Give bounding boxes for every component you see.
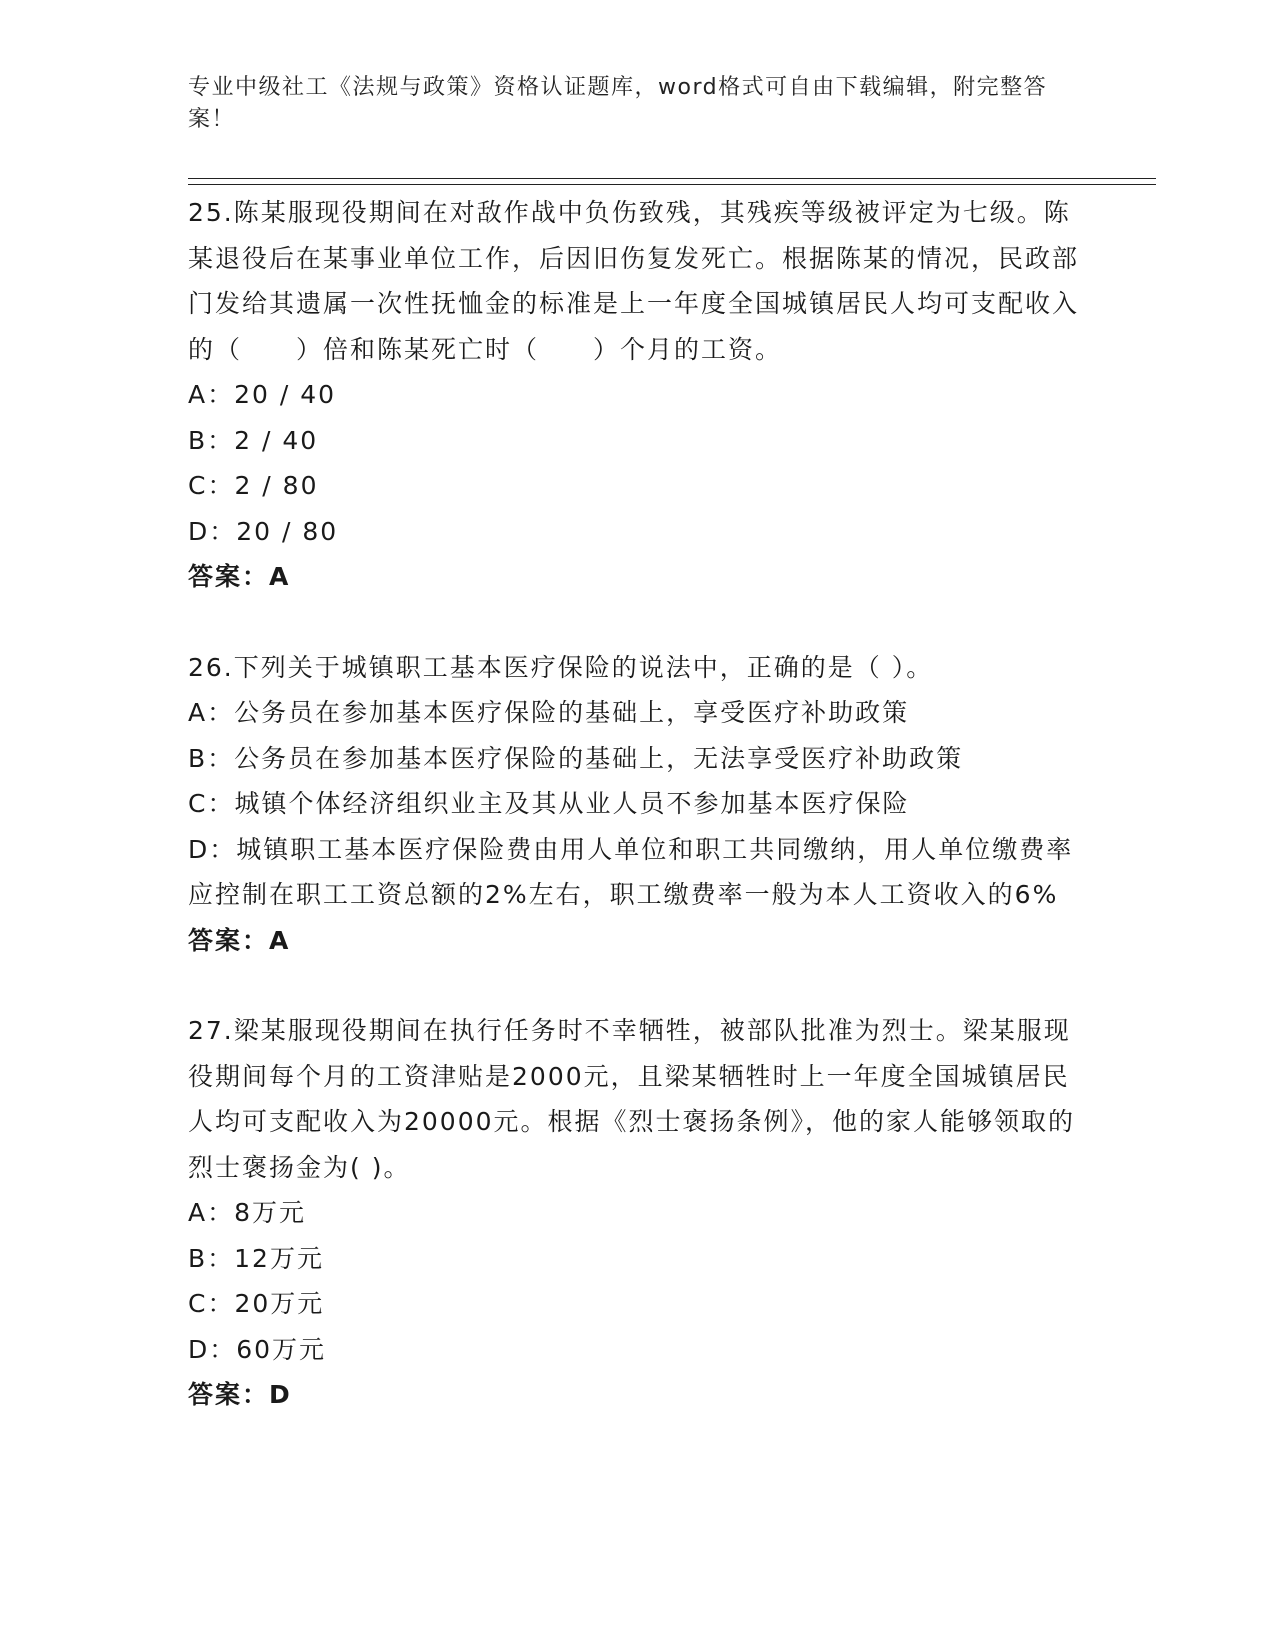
option-b: B：公务员在参加基本医疗保险的基础上，无法享受医疗补助政策 <box>188 743 964 773</box>
option-c: C：20万元 <box>188 1289 325 1318</box>
question-27 <box>188 1008 1088 1418</box>
option-c: C：城镇个体经济组织业主及其从业人员不参加基本医疗保险 <box>188 789 910 818</box>
option-a: A：20 / 40 <box>188 380 337 409</box>
option-d: D：20 / 80 <box>188 516 339 546</box>
question-stem: 25.陈某服现役期间在对敌作战中负伤致残，其残疾等级被评定为七级。陈某退役后在某事业单位工作，后因旧伤复发死亡。根据陈某的情况，民政部门发给其遗属一次性抚恤金的标准是上一年度全国城镇居民人均可支配收入的（ ）倍和陈某死亡时（ ）个月的工资。 <box>188 198 1080 364</box>
question-list <box>188 190 1088 1463</box>
question-25 <box>188 190 1088 600</box>
question-stem: 27.梁某服现役期间在执行任务时不幸牺牲，被部队批准为烈士。梁某服现役期间每个月的工资津贴是2000元，且梁某牺牲时上一年度全国城镇居民人均可支配收入为20000元。根据《烈士褒扬条例》，他的家人能够领取的烈士褒扬金为( )。 <box>188 1016 1076 1182</box>
option-c: C：2 / 80 <box>188 471 319 500</box>
option-a: A：公务员在参加基本医疗保险的基础上，享受医疗补助政策 <box>188 698 910 727</box>
option-d: D：城镇职工基本医疗保险费由用人单位和职工共同缴纳，用人单位缴费率应控制在职工工资总额的2%左右，职工缴费率一般为本人工资收入的6% <box>188 834 1074 909</box>
option-b: B：2 / 40 <box>188 425 319 455</box>
option-b: B：12万元 <box>188 1243 324 1273</box>
answer: 答案：D <box>188 1380 292 1409</box>
page-header: 专业中级社工《法规与政策》资格认证题库，word格式可自由下载编辑，附完整答案！ <box>188 75 1048 132</box>
answer: 答案：A <box>188 925 291 955</box>
question-stem: 26.下列关于城镇职工基本医疗保险的说法中，正确的是（ ）。 <box>188 652 934 682</box>
option-a: A：8万元 <box>188 1198 307 1227</box>
question-26 <box>188 645 1088 964</box>
answer: 答案：A <box>188 562 291 591</box>
option-d: D：60万元 <box>188 1334 327 1364</box>
header-double-rule <box>188 178 1156 185</box>
